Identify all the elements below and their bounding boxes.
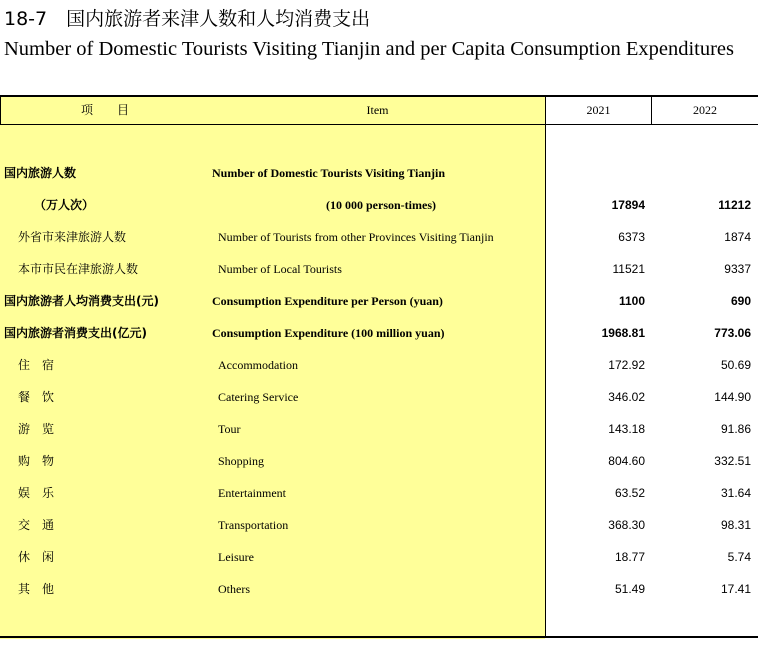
row-label-cn: 国内旅游者人均消费支出(元) [4, 294, 159, 308]
row-label-cn: 外省市来津旅游人数 [18, 230, 127, 244]
row-label-cn: 游 览 [18, 422, 55, 436]
header-year-2021: 2021 [586, 103, 611, 117]
row-label-en: Accommodation [218, 358, 298, 372]
value-2021: 368.30 [608, 518, 645, 532]
table-row [0, 483, 758, 503]
table-row [0, 547, 758, 567]
value-2022: 98.31 [720, 518, 751, 532]
table-row [0, 451, 758, 471]
table-row [0, 259, 758, 279]
row-label-cn: 娱 乐 [18, 486, 55, 500]
row-label-cn: 住 宿 [18, 358, 55, 372]
row-label-cn: （万人次） [34, 198, 95, 212]
row-label-en: Number of Tourists from other Provinces Visiting Tianjin [218, 230, 494, 244]
value-2022: 91.86 [720, 422, 751, 436]
value-2021: 63.52 [614, 486, 645, 500]
value-2022: 11212 [718, 198, 751, 212]
table-row [0, 163, 758, 183]
value-2022: 9337 [724, 262, 751, 276]
header-bottom-rule [0, 124, 758, 125]
table-row [0, 387, 758, 407]
table-row [0, 291, 758, 311]
value-2021: 6373 [618, 230, 645, 244]
row-label-en: Leisure [218, 550, 254, 564]
value-2021: 18.77 [614, 550, 645, 564]
row-label-cn: 本市市民在津旅游人数 [18, 262, 139, 276]
page-title-en: Number of Domestic Tourists Visiting Tianjin and per Capita Consumption Expenditures [4, 38, 734, 60]
row-label-cn: 餐 饮 [18, 390, 55, 404]
row-label-en: Entertainment [218, 486, 286, 500]
row-label-en: Others [218, 582, 250, 596]
row-label-cn: 购 物 [18, 454, 55, 468]
table-row [0, 579, 758, 599]
row-label-en: (10 000 person-times) [326, 198, 436, 212]
value-2022: 50.69 [720, 358, 751, 372]
row-label-cn: 交 通 [18, 518, 55, 532]
value-2021: 1100 [618, 294, 645, 308]
value-2021: 804.60 [608, 454, 645, 468]
table-row [0, 355, 758, 375]
value-2022: 690 [730, 294, 751, 308]
row-label-en: Number of Local Tourists [218, 262, 342, 276]
value-2021: 1968.81 [601, 326, 645, 340]
page-title-cn: 18-7 国内旅游者来津人数和人均消费支出 [4, 8, 371, 30]
row-label-en: Consumption Expenditure (100 million yuan) [212, 326, 445, 340]
value-2022: 17.41 [720, 582, 751, 596]
table-row [0, 419, 758, 439]
value-2021: 172.92 [608, 358, 645, 372]
table-row [0, 195, 758, 215]
value-2021: 346.02 [608, 390, 645, 404]
header-item-cn: 项 目 [80, 103, 129, 117]
header-item-en: Item [366, 103, 389, 117]
data-table [0, 95, 758, 639]
table-bottom-rule [0, 636, 758, 638]
value-2022: 773.06 [714, 326, 751, 340]
value-2021: 51.49 [614, 582, 645, 596]
row-label-cn: 国内旅游者消费支出(亿元) [4, 326, 147, 340]
value-2022: 31.64 [720, 486, 751, 500]
row-label-en: Number of Domestic Tourists Visiting Tianjin [212, 166, 446, 180]
row-label-en: Transportation [218, 518, 289, 532]
value-2022: 5.74 [727, 550, 751, 564]
row-label-en: Shopping [218, 454, 265, 468]
value-2022: 332.51 [714, 454, 751, 468]
row-label-en: Catering Service [218, 390, 299, 404]
table-row [0, 515, 758, 535]
row-label-cn: 其 他 [18, 582, 55, 596]
table-row [0, 323, 758, 343]
row-label-cn: 国内旅游人数 [4, 166, 77, 180]
table-row [0, 227, 758, 247]
row-label-cn: 休 闲 [18, 550, 55, 564]
header-year-2022: 2022 [693, 103, 717, 117]
value-2021: 17894 [611, 198, 645, 212]
row-label-en: Consumption Expenditure per Person (yuan) [212, 294, 443, 308]
value-2022: 1874 [724, 230, 751, 244]
row-label-en: Tour [218, 422, 241, 436]
value-2022: 144.90 [714, 390, 751, 404]
value-2021: 11521 [612, 262, 645, 276]
value-2021: 143.18 [608, 422, 645, 436]
